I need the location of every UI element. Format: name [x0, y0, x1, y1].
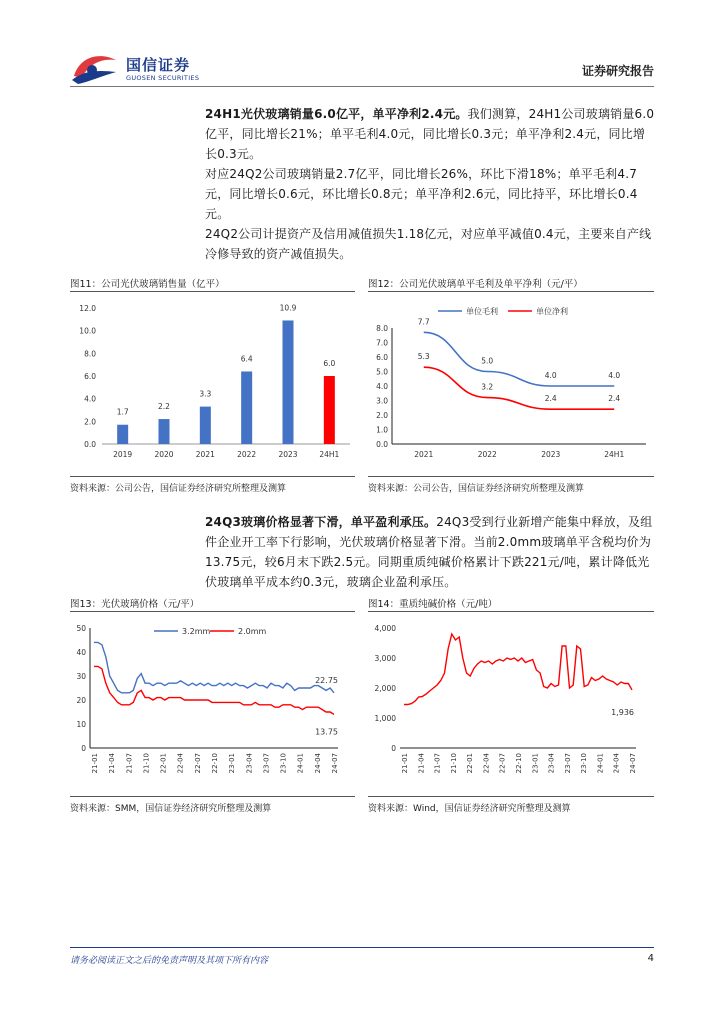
y-tick-label: 2,000	[374, 684, 396, 693]
paragraph-4	[205, 512, 655, 592]
footer-disclaimer: 请务必阅读正文之后的免责声明及其项下所有内容	[70, 956, 269, 966]
x-tick-label: 2022	[477, 450, 497, 459]
fig13-top-rule	[70, 611, 355, 612]
header-divider	[70, 86, 654, 87]
bar-value-label: 10.9	[279, 303, 297, 313]
y-tick-label: 30	[76, 672, 86, 681]
x-tick-label: 23-10	[580, 753, 589, 774]
y-tick-label: 1,000	[374, 714, 396, 723]
fig11-top-rule	[70, 291, 355, 292]
y-tick-label: 8.0	[84, 349, 96, 359]
fig11-chart	[70, 294, 355, 474]
bar-value-label: 6.0	[323, 359, 336, 368]
paragraph-4-heading: 24Q3玻璃价格显著下滑，单平盈利承压。	[205, 515, 437, 529]
fig13-chart	[70, 614, 355, 794]
x-tick-label: 21-07	[125, 753, 134, 774]
x-tick-label: 21-04	[417, 753, 426, 774]
y-tick-label: 1.0	[376, 425, 388, 435]
legend-label: 3.2mm	[182, 627, 211, 636]
fig14-bottom-rule	[368, 796, 654, 797]
end-value-label: 1,936	[611, 707, 634, 717]
fig12-source: 资料来源：公司公告，国信证券经济研究所整理及测算	[368, 484, 585, 494]
data-label: 5.3	[417, 352, 430, 362]
x-tick-label: 21-01	[91, 753, 99, 774]
fig14-chart	[368, 614, 654, 794]
x-tick-label: 2021	[195, 450, 215, 459]
x-tick-label: 22-04	[482, 753, 491, 774]
bar	[324, 376, 335, 444]
page-number: 4	[647, 953, 654, 964]
x-tick-label: 24-04	[313, 753, 322, 774]
bar	[283, 320, 294, 444]
y-tick-label: 0	[81, 744, 86, 753]
x-tick-label: 21-07	[433, 753, 442, 774]
fig11-title: 图11：公司光伏玻璃销售量（亿平）	[70, 279, 225, 290]
bar	[159, 419, 170, 444]
series-line	[94, 642, 334, 692]
x-tick-label: 23-01	[531, 753, 540, 774]
x-tick-label: 24-07	[629, 753, 637, 774]
x-tick-label: 2021	[414, 450, 434, 459]
y-tick-label: 40	[76, 648, 86, 657]
fig12-bottom-rule	[368, 476, 654, 477]
legend-label: 2.0mm	[238, 627, 267, 636]
bar-value-label: 2.2	[158, 402, 170, 412]
guosen-logo	[70, 50, 210, 86]
x-tick-label: 21-04	[108, 753, 117, 774]
logo-en-text: GUOSEN SECURITIES	[126, 74, 200, 82]
y-tick-label: 5.0	[376, 367, 388, 377]
x-tick-label: 2023	[278, 450, 298, 459]
y-tick-label: 6.0	[376, 353, 388, 362]
end-value-label: 13.75	[315, 727, 338, 737]
fig12-top-rule	[368, 291, 654, 292]
page-header	[0, 0, 724, 88]
series-line	[424, 367, 615, 409]
legend-label: 单位毛利	[466, 307, 498, 316]
fig11-source: 资料来源：公司公告，国信证券经济研究所整理及测算	[70, 484, 287, 494]
bar-value-label: 1.7	[116, 407, 129, 417]
y-tick-label: 50	[76, 624, 86, 633]
logo-cn-text: 国信证券	[126, 56, 191, 74]
series-line	[424, 332, 615, 386]
x-tick-label: 2022	[237, 450, 257, 459]
y-tick-label: 10.0	[79, 326, 96, 336]
y-tick-label: 0	[391, 744, 396, 753]
y-tick-label: 4.0	[376, 382, 388, 391]
y-tick-label: 8.0	[376, 324, 388, 333]
x-tick-label: 23-04	[245, 753, 254, 774]
bar-value-label: 3.3	[199, 389, 212, 399]
x-tick-label: 2020	[154, 450, 174, 459]
paragraph-1-body: 我们测算，24H1公司玻璃销量6.0亿平，同比增长21%；单平毛利4.0元，同比增长0.3元；单平净利2.4元，同比增长0.3元。	[205, 107, 655, 161]
x-tick-label: 22-10	[515, 753, 523, 774]
y-tick-label: 2.0	[376, 411, 388, 420]
y-tick-label: 3,000	[374, 654, 396, 663]
y-tick-label: 4,000	[374, 624, 396, 633]
fig12-title: 图12：公司光伏玻璃单平毛利及单平净利（元/平）	[368, 279, 583, 290]
x-tick-label: 22-01	[159, 753, 168, 774]
y-tick-label: 2.0	[84, 417, 96, 427]
report-type: 证券研究报告	[581, 64, 654, 78]
x-tick-label: 2023	[541, 450, 561, 459]
x-tick-label: 23-01	[228, 753, 237, 774]
y-tick-label: 12.0	[79, 304, 96, 313]
fig13-bottom-rule	[70, 796, 355, 797]
x-tick-label: 24H1	[604, 450, 625, 459]
x-tick-label: 23-10	[279, 753, 288, 774]
paragraph-4-body: 24Q3受到行业新增产能集中释放，及组件企业开工率下行影响，光伏玻璃价格显著下滑。当前2.0mm玻璃单平含税均价为13.75元，较6月末下跌2.5元。同期重质纯碱价格累计下跌221元/吨，累计降低光伏玻璃单平成本约0.3元，玻璃企业盈利承压。	[205, 515, 653, 589]
x-tick-label: 24-07	[331, 753, 339, 774]
data-label: 2.4	[544, 394, 557, 404]
bar	[117, 425, 128, 444]
paragraph-1	[205, 104, 655, 164]
y-tick-label: 6.0	[84, 372, 96, 381]
paragraph-1-heading: 24H1光伏玻璃销量6.0亿平，单平净利2.4元。	[205, 107, 468, 121]
x-tick-label: 23-07	[563, 753, 572, 774]
x-tick-label: 24-04	[612, 753, 621, 774]
x-tick-label: 21-10	[142, 753, 151, 774]
fig11-bottom-rule	[70, 476, 355, 477]
x-tick-label: 22-10	[211, 753, 219, 774]
data-label: 4.0	[608, 371, 621, 380]
fig14-source: 资料来源：Wind，国信证券经济研究所整理及测算	[368, 804, 571, 814]
logo-mark-icon	[70, 50, 120, 86]
bar	[241, 371, 252, 444]
x-tick-label: 23-04	[547, 753, 556, 774]
data-label: 4.0	[544, 371, 557, 380]
x-tick-label: 24-01	[296, 753, 305, 774]
legend-label: 单位净利	[536, 307, 568, 316]
fig14-title: 图14：重质纯碱价格（元/吨）	[368, 599, 498, 610]
y-tick-label: 0.0	[376, 440, 388, 449]
x-tick-label: 22-01	[466, 753, 475, 774]
x-tick-label: 2019	[113, 450, 133, 459]
x-tick-label: 22-07	[193, 753, 202, 774]
x-tick-label: 22-07	[498, 753, 507, 774]
x-tick-label: 24H1	[319, 450, 340, 459]
fig13-source: 资料来源：SMM，国信证券经济研究所整理及测算	[70, 804, 272, 814]
y-tick-label: 0.0	[84, 440, 96, 449]
y-tick-label: 7.0	[376, 338, 388, 348]
fig14-top-rule	[368, 611, 654, 612]
data-label: 7.7	[417, 317, 430, 327]
paragraph-3: 24Q2公司计提资产及信用减值损失1.18亿元，对应单平减值0.4元，主要来自产线冷修导致的资产减值损失。	[205, 227, 652, 261]
fig12-chart	[368, 294, 654, 474]
x-tick-label: 22-04	[176, 753, 185, 774]
data-label: 5.0	[481, 356, 494, 366]
y-tick-label: 10	[76, 720, 86, 729]
y-tick-label: 20	[76, 696, 86, 705]
x-tick-label: 24-01	[596, 753, 605, 774]
bar-value-label: 6.4	[240, 354, 253, 364]
fig13-title: 图13：光伏玻璃价格（元/平）	[70, 599, 200, 610]
y-tick-label: 4.0	[84, 394, 96, 404]
paragraph-2: 对应24Q2公司玻璃销量2.7亿平，同比增长26%，环比下滑18%；单平毛利4.7元，同比增长0.6元，环比增长0.8元；单平净利2.6元，同比持平，环比增长0.4元。	[205, 167, 638, 221]
x-tick-label: 23-07	[262, 753, 271, 774]
data-label: 3.2	[481, 382, 494, 392]
series-line	[404, 634, 632, 705]
bar	[200, 407, 211, 444]
x-tick-label: 21-10	[449, 753, 458, 774]
y-tick-label: 3.0	[376, 396, 388, 406]
data-label: 2.4	[608, 394, 621, 404]
end-value-label: 22.75	[315, 675, 338, 685]
x-tick-label: 21-01	[401, 753, 409, 774]
series-line	[94, 666, 334, 714]
footer-divider	[70, 947, 654, 948]
